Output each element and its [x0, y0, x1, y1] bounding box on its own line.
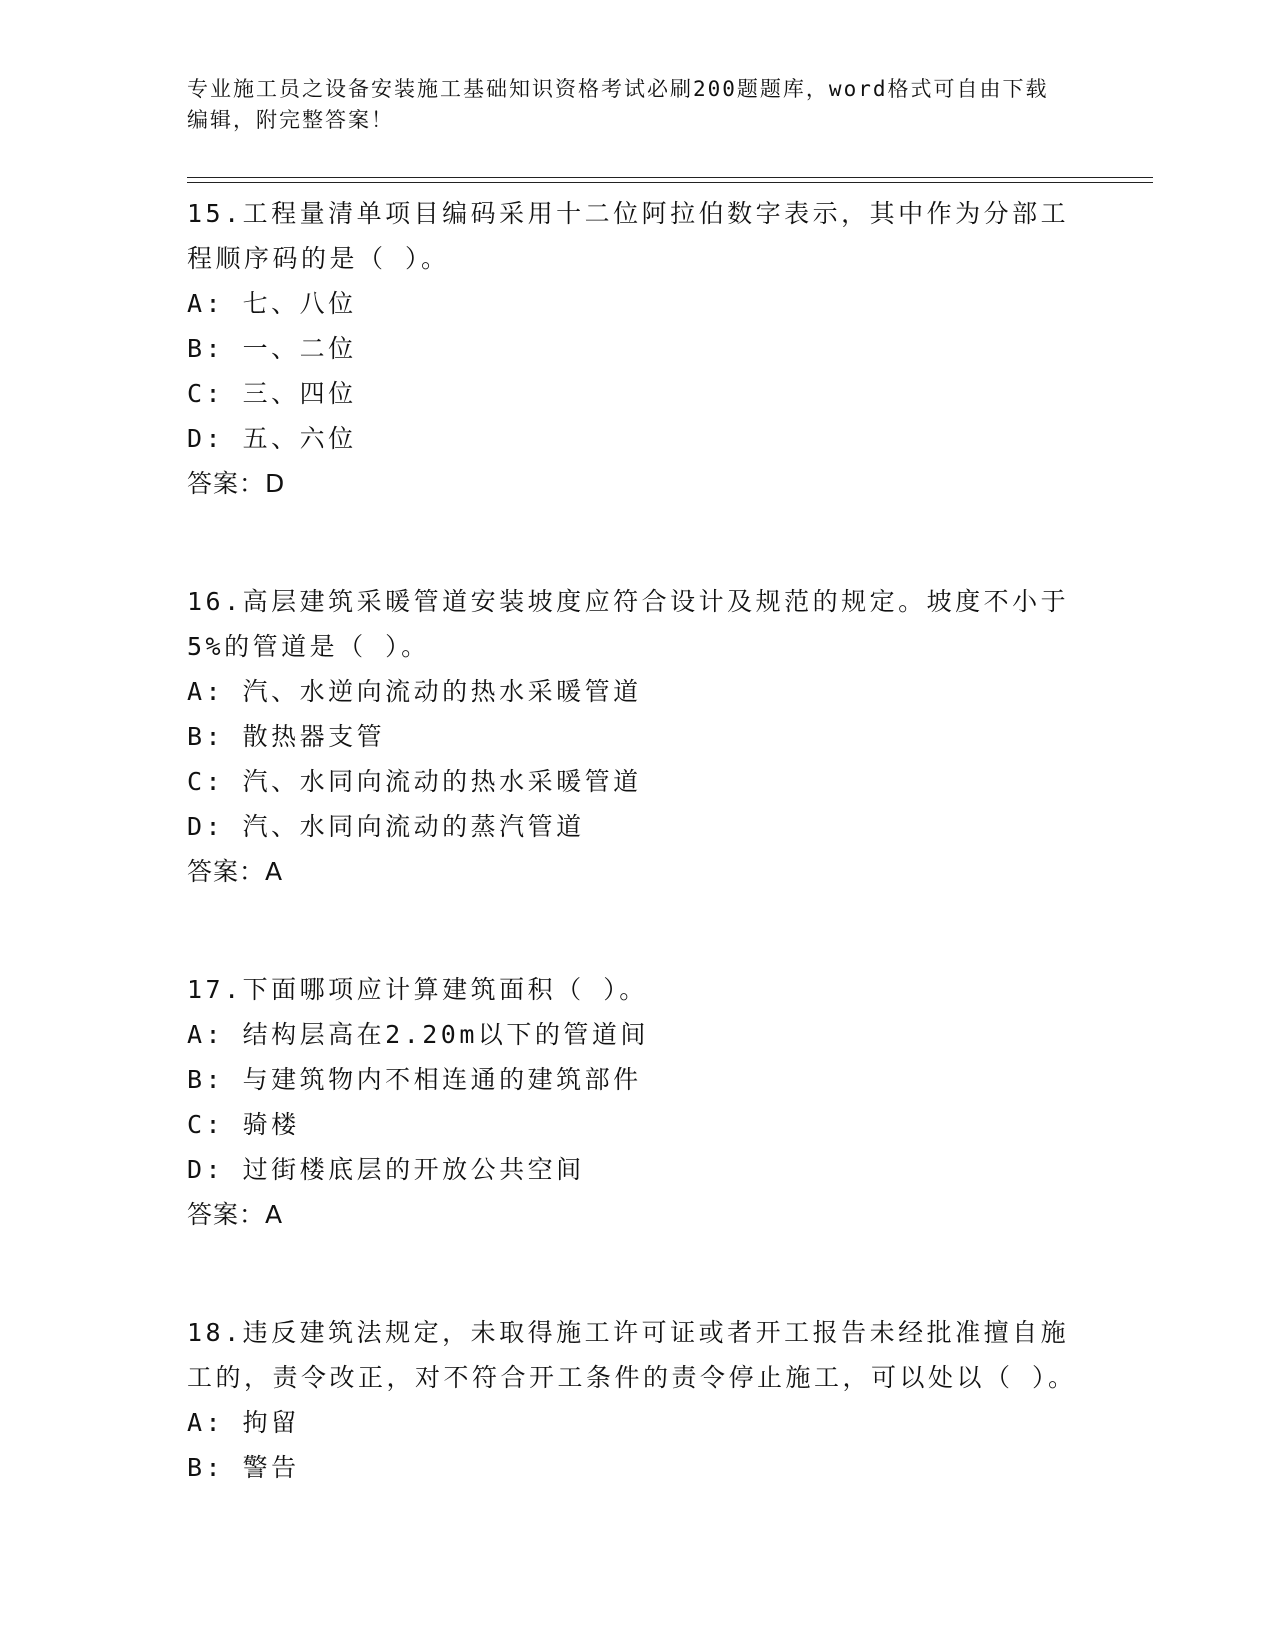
document-header: 专业施工员之设备安装施工基础知识资格考试必刷200题题库，word格式可自由下载编辑，附完整答案！: [187, 77, 1049, 132]
option-b: B: 散热器支管: [187, 722, 386, 751]
option-b: B: 一、二位: [187, 334, 357, 363]
option-d: D: 汽、水同向流动的蒸汽管道: [187, 812, 585, 841]
option-a: A: 七、八位: [187, 289, 357, 318]
option-a: A: 拘留: [187, 1408, 300, 1437]
option-b: B: 警告: [187, 1453, 300, 1482]
question-16: [187, 579, 1087, 894]
header-divider-top: [187, 177, 1153, 178]
header-divider-bottom: [187, 182, 1153, 183]
question-17: [187, 967, 1087, 1237]
question-stem: 17.下面哪项应计算建筑面积（ ）。: [187, 975, 648, 1004]
answer: 答案：D: [187, 469, 286, 498]
option-c: C: 汽、水同向流动的热水采暖管道: [187, 767, 642, 796]
question-stem: 15.工程量清单项目编码采用十二位阿拉伯数字表示，其中作为分部工程顺序码的是（ ）。: [187, 199, 1070, 273]
question-15: [187, 191, 1087, 506]
option-c: C: 骑楼: [187, 1110, 300, 1139]
option-a: A: 结构层高在2.20m以下的管道间: [187, 1020, 649, 1049]
question-stem: 18.违反建筑法规定，未取得施工许可证或者开工报告未经批准擅自施工的，责令改正，对不符合开工条件的责令停止施工，可以处以（ ）。: [187, 1318, 1077, 1392]
option-d: D: 过街楼底层的开放公共空间: [187, 1155, 585, 1184]
option-b: B: 与建筑物内不相连通的建筑部件: [187, 1065, 642, 1094]
option-a: A: 汽、水逆向流动的热水采暖管道: [187, 677, 642, 706]
question-18: [187, 1310, 1087, 1490]
option-d: D: 五、六位: [187, 424, 357, 453]
question-list: [187, 191, 1087, 1490]
option-c: C: 三、四位: [187, 379, 357, 408]
question-stem: 16.高层建筑采暖管道安装坡度应符合设计及规范的规定。坡度不小于5%的管道是（ ）。: [187, 587, 1070, 661]
answer: 答案：A: [187, 1200, 284, 1229]
answer: 答案：A: [187, 857, 284, 886]
